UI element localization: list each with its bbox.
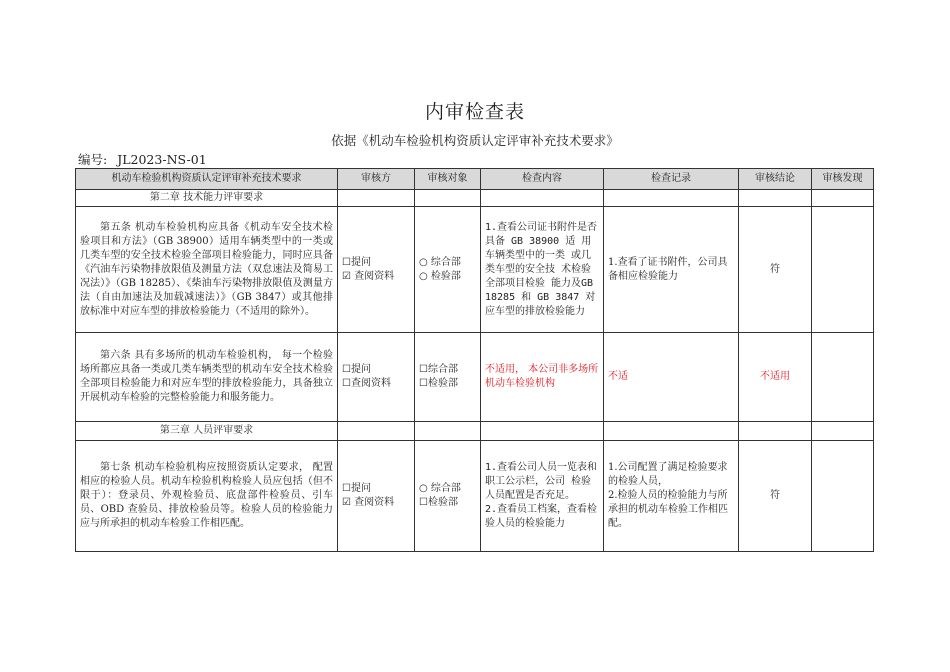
requirement-article-5: 第五条 机动车检验机构应具备《机动车安全技术检验项目和方法》（GB 38900）适用车辆类型中的一类或几类车型的安全技术检验全部项目检验能力，同时应具备《汽油车污染物排放限值及测量方法（双怠速法及简易工况法）》（GB 18285）、《柴油车污染物排放限值及测量方法（自由加速法及加载减速法）》（GB 3847）或其他排放标准中对应车型的排放检验能力（不适用的除外）。 — [76, 207, 338, 333]
method-option-documents: ☐查阅资料 — [342, 378, 391, 389]
table-header-row — [76, 169, 874, 190]
audit-object-cell — [415, 207, 481, 333]
chapter-3-heading: 第三章 人员评审要求 — [76, 422, 338, 441]
code-value: JL2023-NS-01 — [117, 152, 207, 167]
table-row — [76, 441, 874, 552]
table-row — [76, 333, 874, 422]
column-header-finding: 审核发现 — [812, 169, 874, 190]
method-option-question: ☐提问 — [342, 483, 371, 494]
audit-method-cell — [338, 441, 415, 552]
document-subtitle: 依据《机动车检验机构资质认定评审补充技术要求》 — [331, 133, 619, 148]
code-label: 编号: — [78, 152, 108, 167]
audit-method-cell — [338, 333, 415, 422]
column-header-object: 审核对象 — [415, 169, 481, 190]
audit-method-cell — [338, 207, 415, 333]
check-content-cell: 1.查看公司人员一览表和职工公示栏，公司 检验人员配置是否充足。 2.查看员工档案，查看检验人员的检验能力 — [481, 441, 604, 552]
object-option-inspection-dept: ☐检验部 — [419, 378, 458, 389]
requirement-article-6: 第六条 具有多场所的机动车检验机构， 每一个检验场所都应具备一类或几类车辆类型的机动车安全技术检验全部项目检验能力和对应车型的排放检验能力，具备独立开展机动车检验的完整检验能力和服务能力。 — [76, 333, 338, 422]
method-option-documents: ☑ 查阅资料 — [342, 270, 395, 282]
object-option-inspection-dept: ☐检验部 — [419, 497, 458, 508]
audit-checklist-table — [75, 168, 874, 552]
document-code — [78, 150, 207, 168]
audit-finding-cell — [812, 333, 874, 422]
column-header-requirement: 机动车检验机构资质认定评审补充技术要求 — [76, 169, 338, 190]
check-record-cell: 不适 — [604, 333, 739, 422]
audit-finding-cell — [812, 207, 874, 333]
audit-object-cell — [415, 333, 481, 422]
method-option-documents: ☑ 查阅资料 — [342, 497, 395, 508]
object-option-general-dept: ○ 综合部 — [419, 483, 461, 494]
column-header-content: 检查内容 — [481, 169, 604, 190]
table-row — [76, 207, 874, 333]
audit-object-cell — [415, 441, 481, 552]
check-record-cell: 1.公司配置了满足检验要求的检验人员， 2.检验人员的检验能力与所承担的机动车检验工作相匹配。 — [604, 441, 739, 552]
object-option-inspection-dept: ○ 检验部 — [419, 270, 461, 282]
audit-conclusion-cell: 符 — [739, 207, 812, 333]
method-option-question: ☐提问 — [342, 364, 371, 375]
column-header-method: 审核方 — [338, 169, 415, 190]
check-record-cell: 1.查看了证书附件，公司具备相应检验能力 — [604, 207, 739, 333]
document-title: 内审检查表 — [424, 101, 525, 123]
check-content-cell: 1.查看公司证书附件是否具备 GB 38900 适 用车辆类型中的一类 或几类车型的安全技 术检验全部项目检验 能力及GB 18285 和 GB 3847 对应车型的排放检验能力 — [481, 207, 604, 333]
object-option-general-dept: ☐综合部 — [419, 364, 458, 375]
chapter-row — [76, 422, 874, 441]
audit-finding-cell — [812, 441, 874, 552]
chapter-2-heading: 第二章 技术能力评审要求 — [76, 190, 338, 207]
column-header-record: 检查记录 — [604, 169, 739, 190]
check-content-cell: 不适用， 本公司非多场所机动车检验机构 — [481, 333, 604, 422]
chapter-row — [76, 190, 874, 207]
audit-conclusion-cell: 不适用 — [739, 333, 812, 422]
method-option-question: ☐提问 — [342, 256, 371, 268]
requirement-article-7: 第七条 机动车检验机构应按照资质认定要求， 配置相应的检验人员。机动车检验机构检验人员应包括（但不限于）：登录员、外观检验员、底盘部件检验员、引车员、OBD 查验员、排放检验员等。检验人员的检验能力应与所承担的机动车检验工作相匹配。 — [76, 441, 338, 552]
column-header-conclusion: 审核结论 — [739, 169, 812, 190]
object-option-general-dept: ○ 综合部 — [419, 256, 461, 268]
audit-conclusion-cell: 符 — [739, 441, 812, 552]
